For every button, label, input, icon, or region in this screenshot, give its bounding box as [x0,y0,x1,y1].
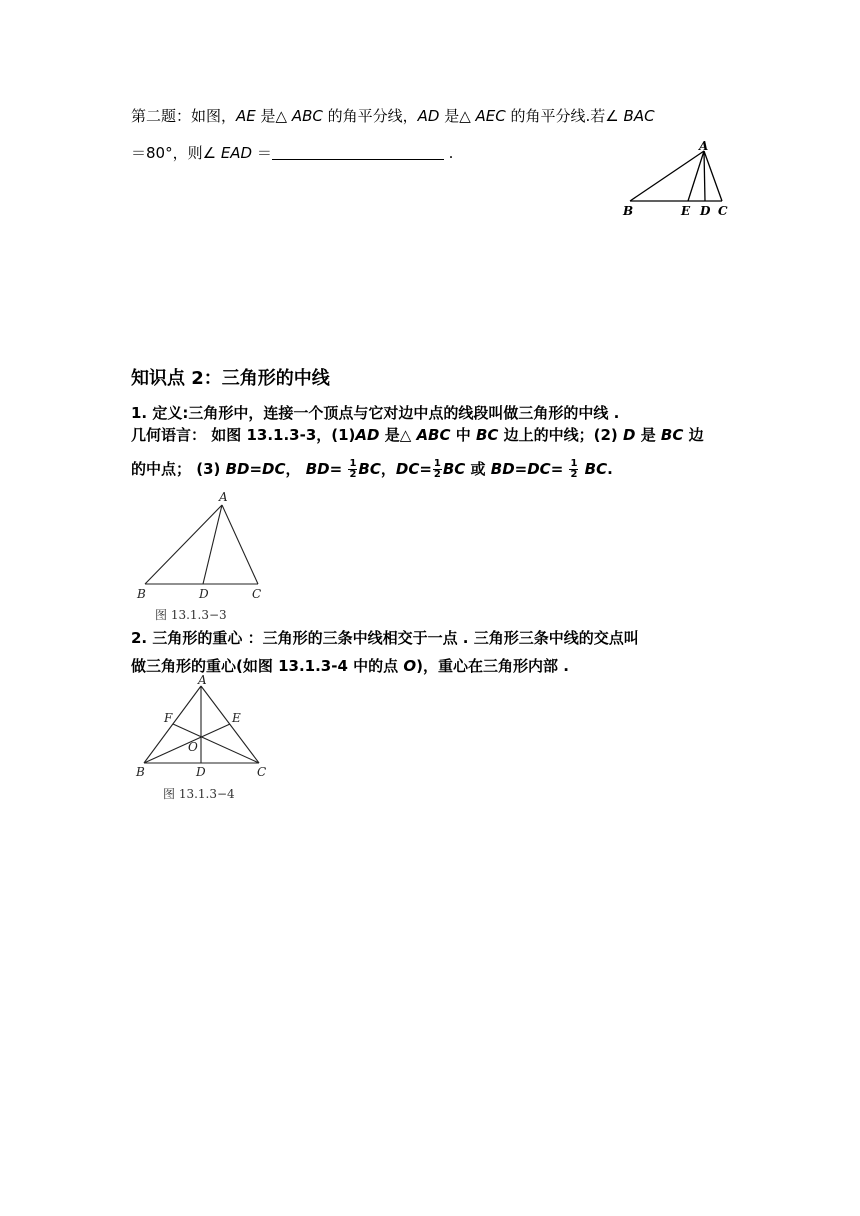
label-C: C [257,765,267,779]
problem2-line1: 第二题：如图，AE 是△ ABC 的角平分线，AD 是△ AEC 的角平分线.若∠ BAC [131,107,655,125]
centroid-line1: 2. 三角形的重心 ：三角形的三条中线相交于一点 . 三角形三条中线的交点叫 [131,629,639,647]
centroid-line2: 做三角形的重心(如图 13.1.3-4 中的点 O)，重心在三角形内部 . [131,657,569,675]
problem2-line2: ＝80°，则∠ EAD ＝ . [131,144,454,162]
section-title: 知识点 2：三角形的中线 [131,368,330,389]
label-A: A [219,490,228,504]
fraction-half: $\frac{1}{2}$ [433,458,441,480]
geo-language-line2: 的中点； (3) BD=DC， BD= $\frac{1}{2}$ BC，DC= $\frac{1}{2}$ BC 或 BD=DC= $\frac{1}{2}$ BC. [131,458,613,480]
label-O: O [188,740,198,754]
label-B: B [623,204,634,218]
label-D: D [700,204,711,218]
label-A: A [699,139,709,153]
label-E: E [232,711,241,725]
figure-caption-13-1-3-4: 图 13.1.3−4 [163,787,235,801]
label-D: D [199,587,209,600]
label-D: D [196,765,206,779]
label-E: E [681,204,691,218]
answer-blank[interactable] [272,143,444,160]
median-figure-13-1-3-3 [130,488,280,600]
label-C: C [718,204,728,218]
geo-language-line1: 几何语言： 如图 13.1.3-3，(1)AD 是△ ABC 中 BC 边上的中线；(2) D 是 BC 边 [131,426,704,444]
label-A: A [198,673,207,687]
figure-caption-13-1-3-3: 图 13.1.3−3 [155,608,227,622]
fraction-half: $\frac{1}{2}$ [349,458,357,480]
definition-text: 1. 定义:三角形中，连接一个顶点与它对边中点的线段叫做三角形的中线 . [131,404,620,422]
label-B: B [137,587,146,600]
centroid-figure-13-1-3-4 [130,672,275,784]
label-C: C [252,587,262,600]
fraction-half: $\frac{1}{2}$ [570,458,578,480]
label-F: F [164,711,173,725]
label-B: B [136,765,145,779]
problem2-triangle-figure [618,138,738,220]
